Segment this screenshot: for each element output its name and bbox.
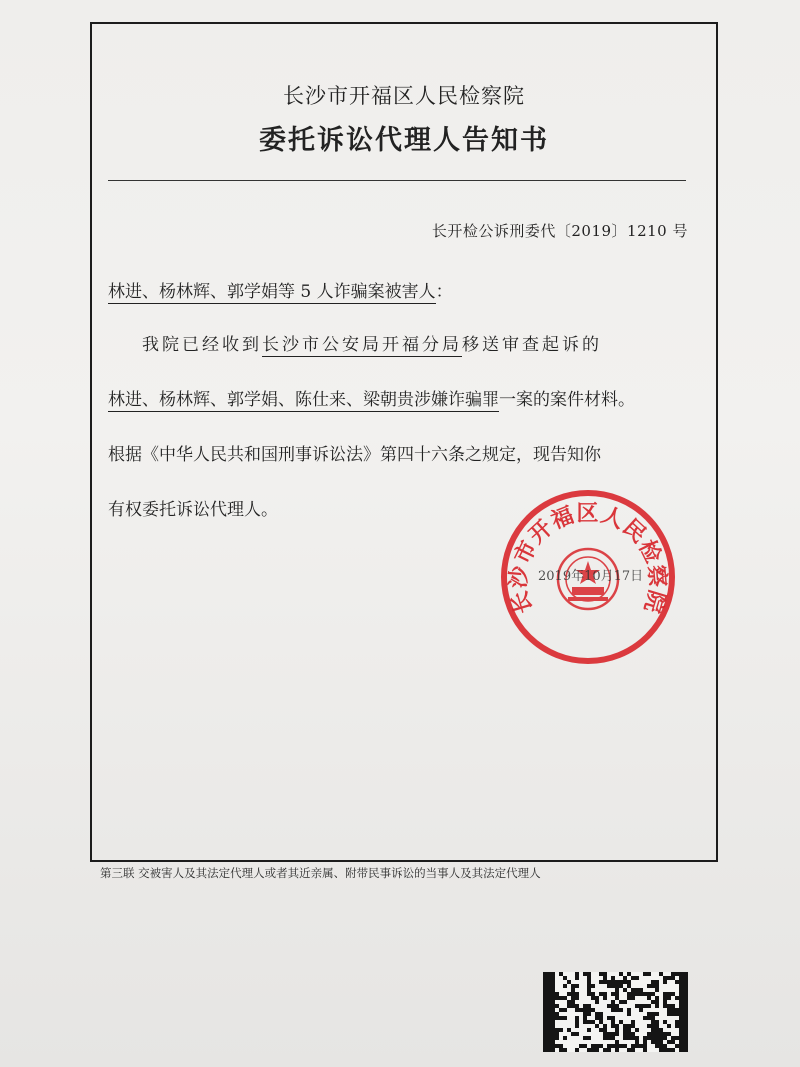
addressee-text: 林进、杨林辉、郭学娟等 5 人诈骗案被害人	[108, 282, 436, 302]
body-line-1	[108, 330, 694, 355]
seal-date: 2019年10月17日	[538, 569, 644, 584]
body-line-1-prefix: 我院已经收到	[142, 335, 262, 355]
barcode-icon	[543, 972, 688, 1052]
reference-number: 长开检公诉刑委代〔2019〕1210 号	[431, 222, 688, 240]
addressee-line	[108, 277, 453, 302]
suspect-names: 林进、杨林辉、郭学娟、陈仕来、梁朝贵涉嫌诈骗罪	[108, 390, 499, 410]
addressee-colon: ：	[435, 282, 453, 302]
police-agency: 长沙市公安局开福分局	[262, 335, 462, 355]
body-line-1-suffix: 移送审查起诉的	[462, 335, 602, 355]
copy-note: 第三联 交被害人及其法定代理人或者其近亲属、附带民事诉讼的当事人及其法定代理人	[100, 866, 541, 880]
seal-text: 长沙市开福区人民检察院	[505, 500, 671, 617]
document-title: 委托诉讼代理人告知书	[259, 125, 549, 156]
title-divider	[108, 180, 686, 181]
body-line-4: 有权委托诉讼代理人。	[108, 500, 278, 520]
body-line-2	[108, 385, 694, 410]
body-line-2-suffix: 一案的案件材料。	[499, 390, 635, 410]
organization-name: 长沙市开福区人民检察院	[283, 84, 525, 108]
body-line-3: 根据《中华人民共和国刑事诉讼法》第四十六条之规定，现告知你	[108, 445, 601, 465]
